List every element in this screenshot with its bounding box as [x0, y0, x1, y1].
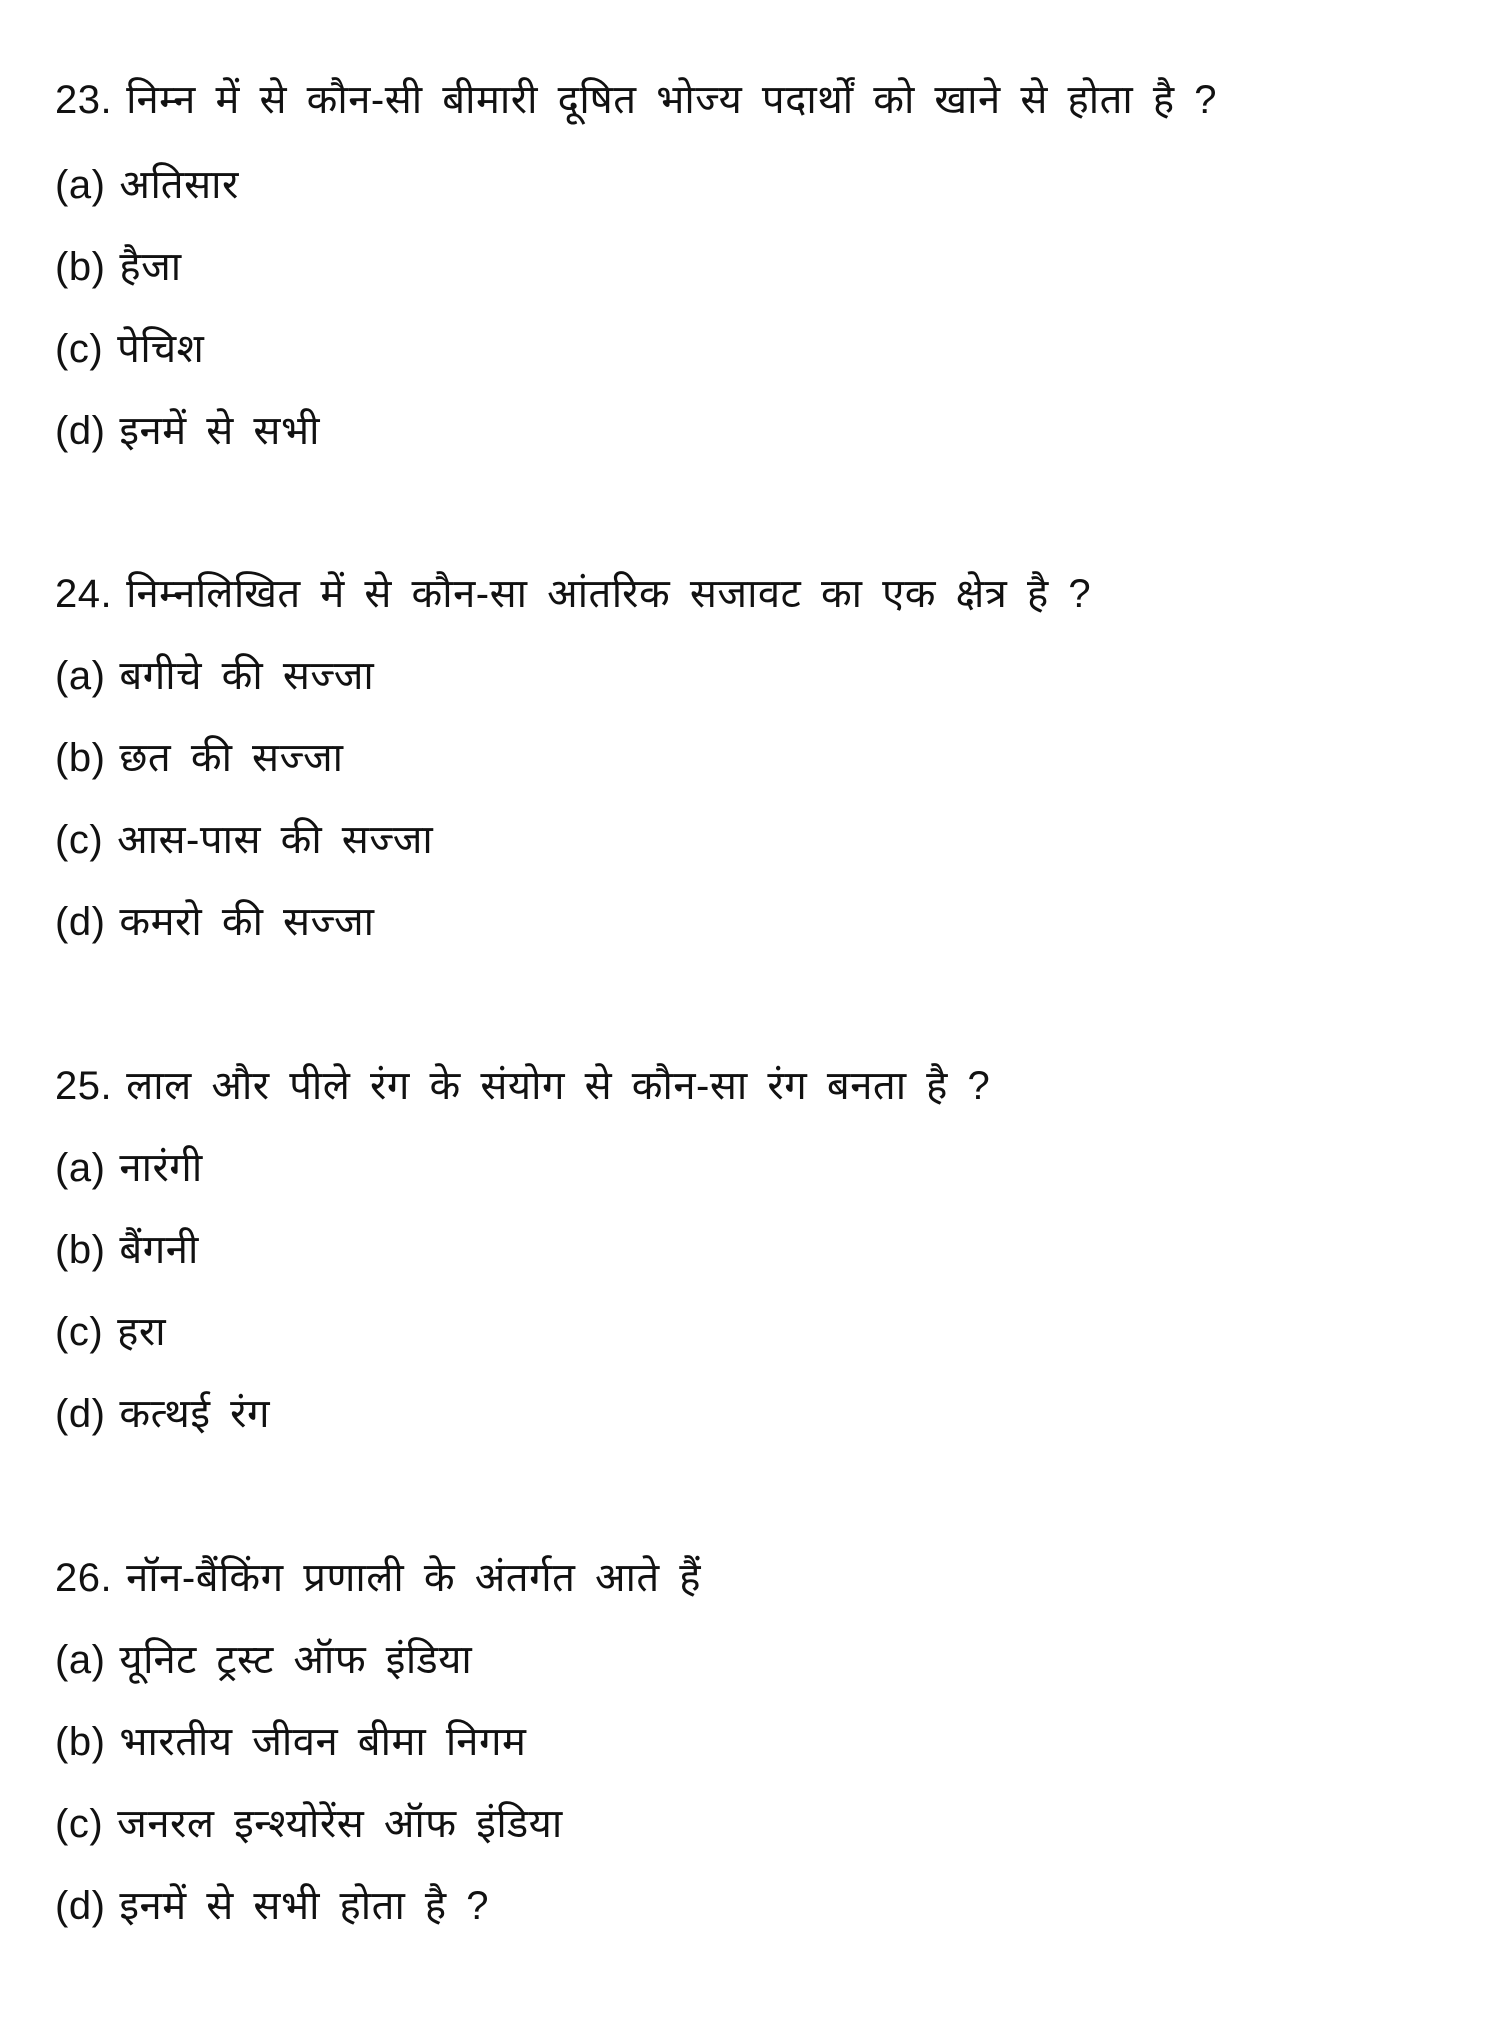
option-text: भारतीय जीवन बीमा निगम: [119, 1720, 527, 1764]
option-label: (a): [55, 654, 106, 698]
option-label: (b): [55, 1720, 106, 1764]
option-label: (c): [55, 818, 104, 862]
option-label: (d): [55, 900, 106, 944]
option-text: पेचिश: [117, 327, 205, 371]
option-text: छत की सज्जा: [119, 736, 344, 780]
question-number: 24.: [55, 572, 113, 616]
option-label: (a): [55, 1638, 106, 1682]
option-text: अतिसार: [119, 163, 239, 207]
option-text: इनमें से सभी होता है ?: [119, 1884, 490, 1928]
question-24: [55, 566, 1091, 622]
question-24-option-c: [55, 812, 433, 868]
question-25-option-d: [55, 1386, 270, 1442]
option-text: जनरल इन्श्योरेंस ऑफ इंडिया: [117, 1802, 563, 1846]
option-label: (d): [55, 1392, 106, 1436]
question-26-option-a: [55, 1632, 472, 1688]
option-text: यूनिट ट्रस्ट ऑफ इंडिया: [119, 1638, 473, 1682]
question-text: लाल और पीले रंग के संयोग से कौन-सा रंग बनता है ?: [126, 1064, 991, 1108]
question-24-option-b: [55, 730, 344, 786]
option-text: हरा: [117, 1310, 167, 1354]
question-24-option-d: [55, 894, 375, 950]
question-25-option-c: [55, 1304, 166, 1360]
question-26-option-c: [55, 1796, 563, 1852]
option-label: (c): [55, 1310, 104, 1354]
question-25-option-a: [55, 1140, 203, 1196]
option-label: (c): [55, 327, 104, 371]
question-25: [55, 1058, 990, 1114]
option-text: इनमें से सभी: [119, 409, 320, 453]
question-23-option-d: [55, 403, 320, 459]
question-25-option-b: [55, 1222, 199, 1278]
question-23-option-a: [55, 157, 239, 213]
option-text: कमरो की सज्जा: [119, 900, 375, 944]
option-text: हैजा: [119, 245, 182, 289]
option-text: नारंगी: [119, 1146, 203, 1190]
question-text: नॉन-बैंकिंग प्रणाली के अंतर्गत आते हैं: [126, 1556, 702, 1600]
question-number: 25.: [55, 1064, 113, 1108]
option-label: (b): [55, 245, 106, 289]
option-label: (b): [55, 736, 106, 780]
option-label: (a): [55, 163, 106, 207]
question-text: निम्नलिखित में से कौन-सा आंतरिक सजावट का एक क्षेत्र है ?: [126, 572, 1092, 616]
option-label: (d): [55, 1884, 106, 1928]
option-text: आस-पास की सज्जा: [117, 818, 434, 862]
option-text: बगीचे की सज्जा: [119, 654, 375, 698]
question-number: 23.: [55, 78, 113, 122]
option-label: (d): [55, 409, 106, 453]
option-label: (a): [55, 1146, 106, 1190]
option-text: कत्थई रंग: [119, 1392, 270, 1436]
question-24-option-a: [55, 648, 374, 704]
question-23-option-b: [55, 239, 182, 295]
option-label: (c): [55, 1802, 104, 1846]
question-26: [55, 1550, 701, 1606]
option-text: बैंगनी: [119, 1228, 199, 1272]
option-label: (b): [55, 1228, 106, 1272]
question-26-option-d: [55, 1878, 489, 1934]
question-text: निम्न में से कौन-सी बीमारी दूषित भोज्य पदार्थों को खाने से होता है ?: [126, 78, 1217, 122]
question-23: [55, 72, 1217, 128]
question-26-option-b: [55, 1714, 526, 1770]
question-number: 26.: [55, 1556, 113, 1600]
question-23-option-c: [55, 321, 204, 377]
